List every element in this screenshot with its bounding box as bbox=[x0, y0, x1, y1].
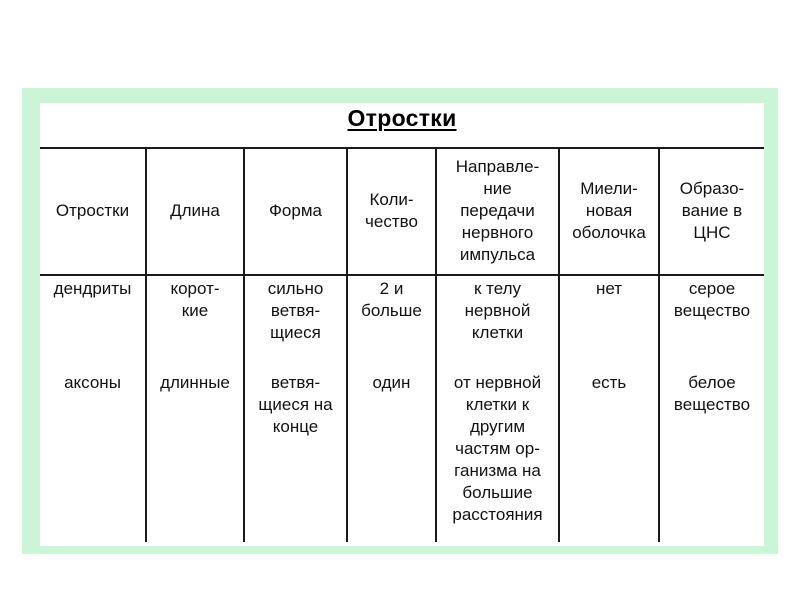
table-cell: сильно ветвя- щиеся bbox=[244, 275, 347, 370]
table-cell: нет bbox=[559, 275, 659, 370]
table-title: Отростки bbox=[347, 105, 457, 131]
document-sheet bbox=[40, 103, 764, 546]
table-cell: один bbox=[347, 370, 436, 542]
table-cell: дендриты bbox=[53, 279, 132, 298]
table-cell: от нервной клетки к другим частям ор- ганизма на большие расстояния bbox=[436, 370, 559, 542]
table-row bbox=[40, 275, 764, 370]
header-cell: Отростки bbox=[40, 147, 146, 275]
processes-table bbox=[40, 147, 764, 542]
header-cell: Длина bbox=[146, 147, 244, 275]
table-cell: есть bbox=[559, 370, 659, 542]
table-cell: ветвя- щиеся на конце bbox=[244, 370, 347, 542]
table-cell: длинные bbox=[146, 370, 244, 542]
header-cell: Образо- вание в ЦНС bbox=[659, 147, 764, 275]
table-cell: белое вещество bbox=[659, 370, 764, 542]
header-cell: Направле- ние передачи нервного импульса bbox=[436, 147, 559, 275]
table-row bbox=[40, 370, 764, 542]
header-cell: Миели- новая оболочка bbox=[559, 147, 659, 275]
header-cell: Форма bbox=[244, 147, 347, 275]
table-cell: корот- кие bbox=[146, 275, 244, 370]
header-cell: Коли- чество bbox=[347, 147, 436, 275]
table-cell: 2 и больше bbox=[347, 275, 436, 370]
header-row bbox=[40, 147, 764, 275]
table-cell: к телу нервной клетки bbox=[436, 275, 559, 370]
table-cell: серое вещество bbox=[659, 275, 764, 370]
table-cell: аксоны bbox=[64, 373, 121, 392]
